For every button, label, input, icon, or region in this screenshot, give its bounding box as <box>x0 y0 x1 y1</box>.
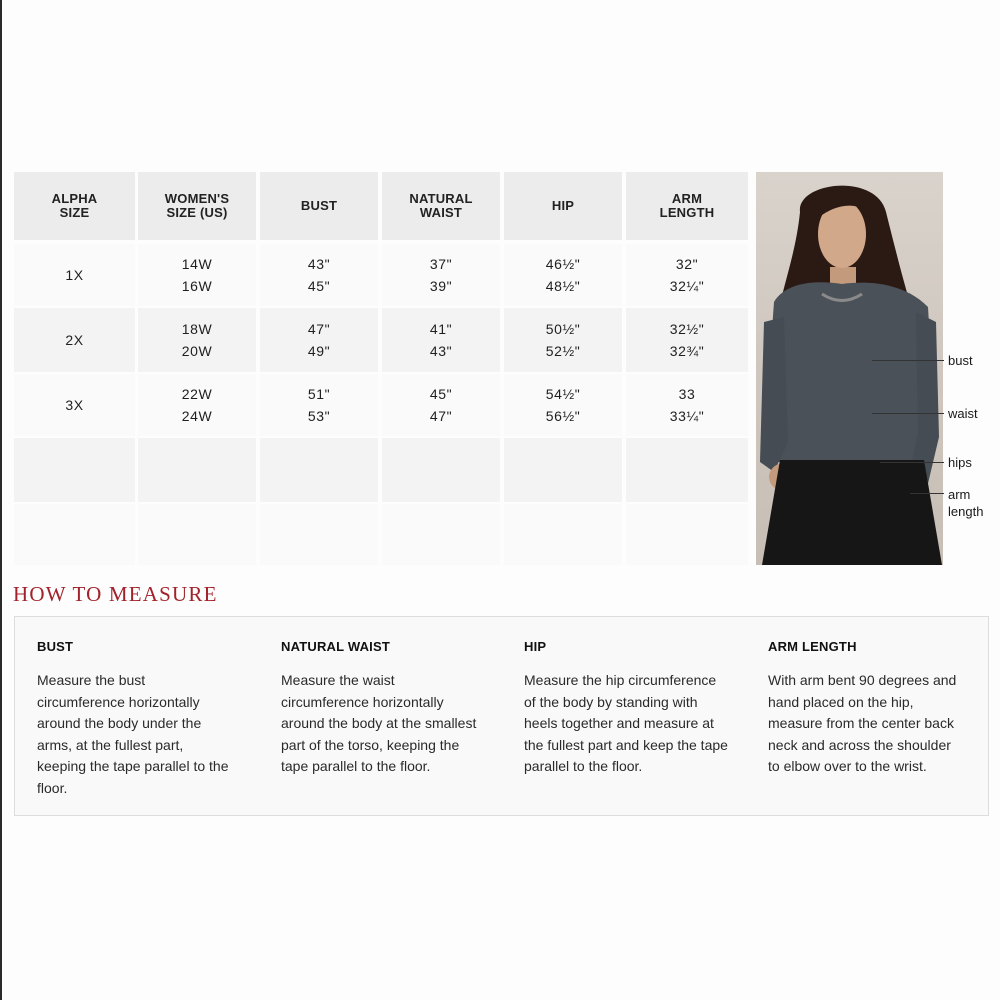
table-row <box>14 374 135 436</box>
header-alpha-size: ALPHA SIZE <box>14 172 135 240</box>
hip-cell: 54½" 56½" <box>504 374 622 436</box>
measure-heading: NATURAL WAIST <box>281 639 390 654</box>
womens-size-cell: 14W 16W <box>138 244 256 306</box>
waist-cell: 37" 39" <box>382 244 500 306</box>
womens-size-cell: 22W 24W <box>138 374 256 436</box>
empty-cell <box>626 438 748 502</box>
waist-callout-line <box>872 413 944 414</box>
waist-cell: 41" 43" <box>382 308 500 372</box>
alpha-size-value: 1X <box>65 267 84 283</box>
hip-cell: 46½" 48½" <box>504 244 622 306</box>
empty-cell <box>14 504 135 565</box>
arm-length-cell: 32" 32¼" <box>626 244 748 306</box>
empty-cell <box>626 504 748 565</box>
table-row <box>14 308 135 372</box>
header-natural-waist: NATURAL WAIST <box>382 172 500 240</box>
measure-heading: ARM LENGTH <box>768 639 857 654</box>
left-edge-rule <box>0 0 2 1000</box>
empty-cell <box>382 438 500 502</box>
bust-callout-label: bust <box>948 353 973 368</box>
model-figure-illustration <box>756 172 943 565</box>
waist-callout-label: waist <box>948 406 978 421</box>
header-womens-size: WOMEN'S SIZE (US) <box>138 172 256 240</box>
size-chart-table <box>14 172 748 565</box>
measure-instructions: Measure the hip circumference of the body by standing with heels together and measure at the fullest part and keep the tape parallel to the floor. <box>524 672 728 775</box>
measure-instructions: With arm bent 90 degrees and hand placed on the hip, measure from the center back neck and across the shoulder to elbow over to the wrist. <box>768 672 957 775</box>
empty-cell <box>138 438 256 502</box>
womens-size-cell: 18W 20W <box>138 308 256 372</box>
how-to-measure-title: HOW TO MEASURE <box>13 582 218 606</box>
arm-length-cell: 32½" 32¾" <box>626 308 748 372</box>
how-to-measure-panel <box>14 616 989 816</box>
empty-cell <box>504 504 622 565</box>
waist-cell: 45" 47" <box>382 374 500 436</box>
hips-callout-line <box>880 462 944 463</box>
header-bust: BUST <box>260 172 378 240</box>
header-arm-length: ARM LENGTH <box>626 172 748 240</box>
empty-cell <box>382 504 500 565</box>
header-hip: HIP <box>504 172 622 240</box>
model-photo <box>756 172 943 565</box>
empty-cell <box>138 504 256 565</box>
arm-length-cell: 33 33¼" <box>626 374 748 436</box>
empty-cell <box>504 438 622 502</box>
arm-length-callout-line <box>910 493 944 494</box>
measure-heading: BUST <box>37 639 74 654</box>
hip-cell: 50½" 52½" <box>504 308 622 372</box>
measure-instructions: Measure the waist circumference horizontally around the body at the smallest part of the torso, keeping the tape parallel to the floor. <box>281 672 477 775</box>
empty-cell <box>260 504 378 565</box>
bust-cell: 51" 53" <box>260 374 378 436</box>
arm-length-callout-label: arm length <box>948 487 984 519</box>
hips-callout-label: hips <box>948 455 972 470</box>
empty-cell <box>14 438 135 502</box>
empty-cell <box>260 438 378 502</box>
measure-heading: HIP <box>524 639 547 654</box>
table-row <box>14 244 135 306</box>
bust-cell: 47" 49" <box>260 308 378 372</box>
bust-cell: 43" 45" <box>260 244 378 306</box>
measure-instructions: Measure the bust circumference horizontally around the body under the arms, at the fullest part, keeping the tape parallel to the floor. <box>37 672 229 796</box>
alpha-size-value: 2X <box>65 332 84 348</box>
alpha-size-value: 3X <box>65 397 84 413</box>
bust-callout-line <box>872 360 944 361</box>
